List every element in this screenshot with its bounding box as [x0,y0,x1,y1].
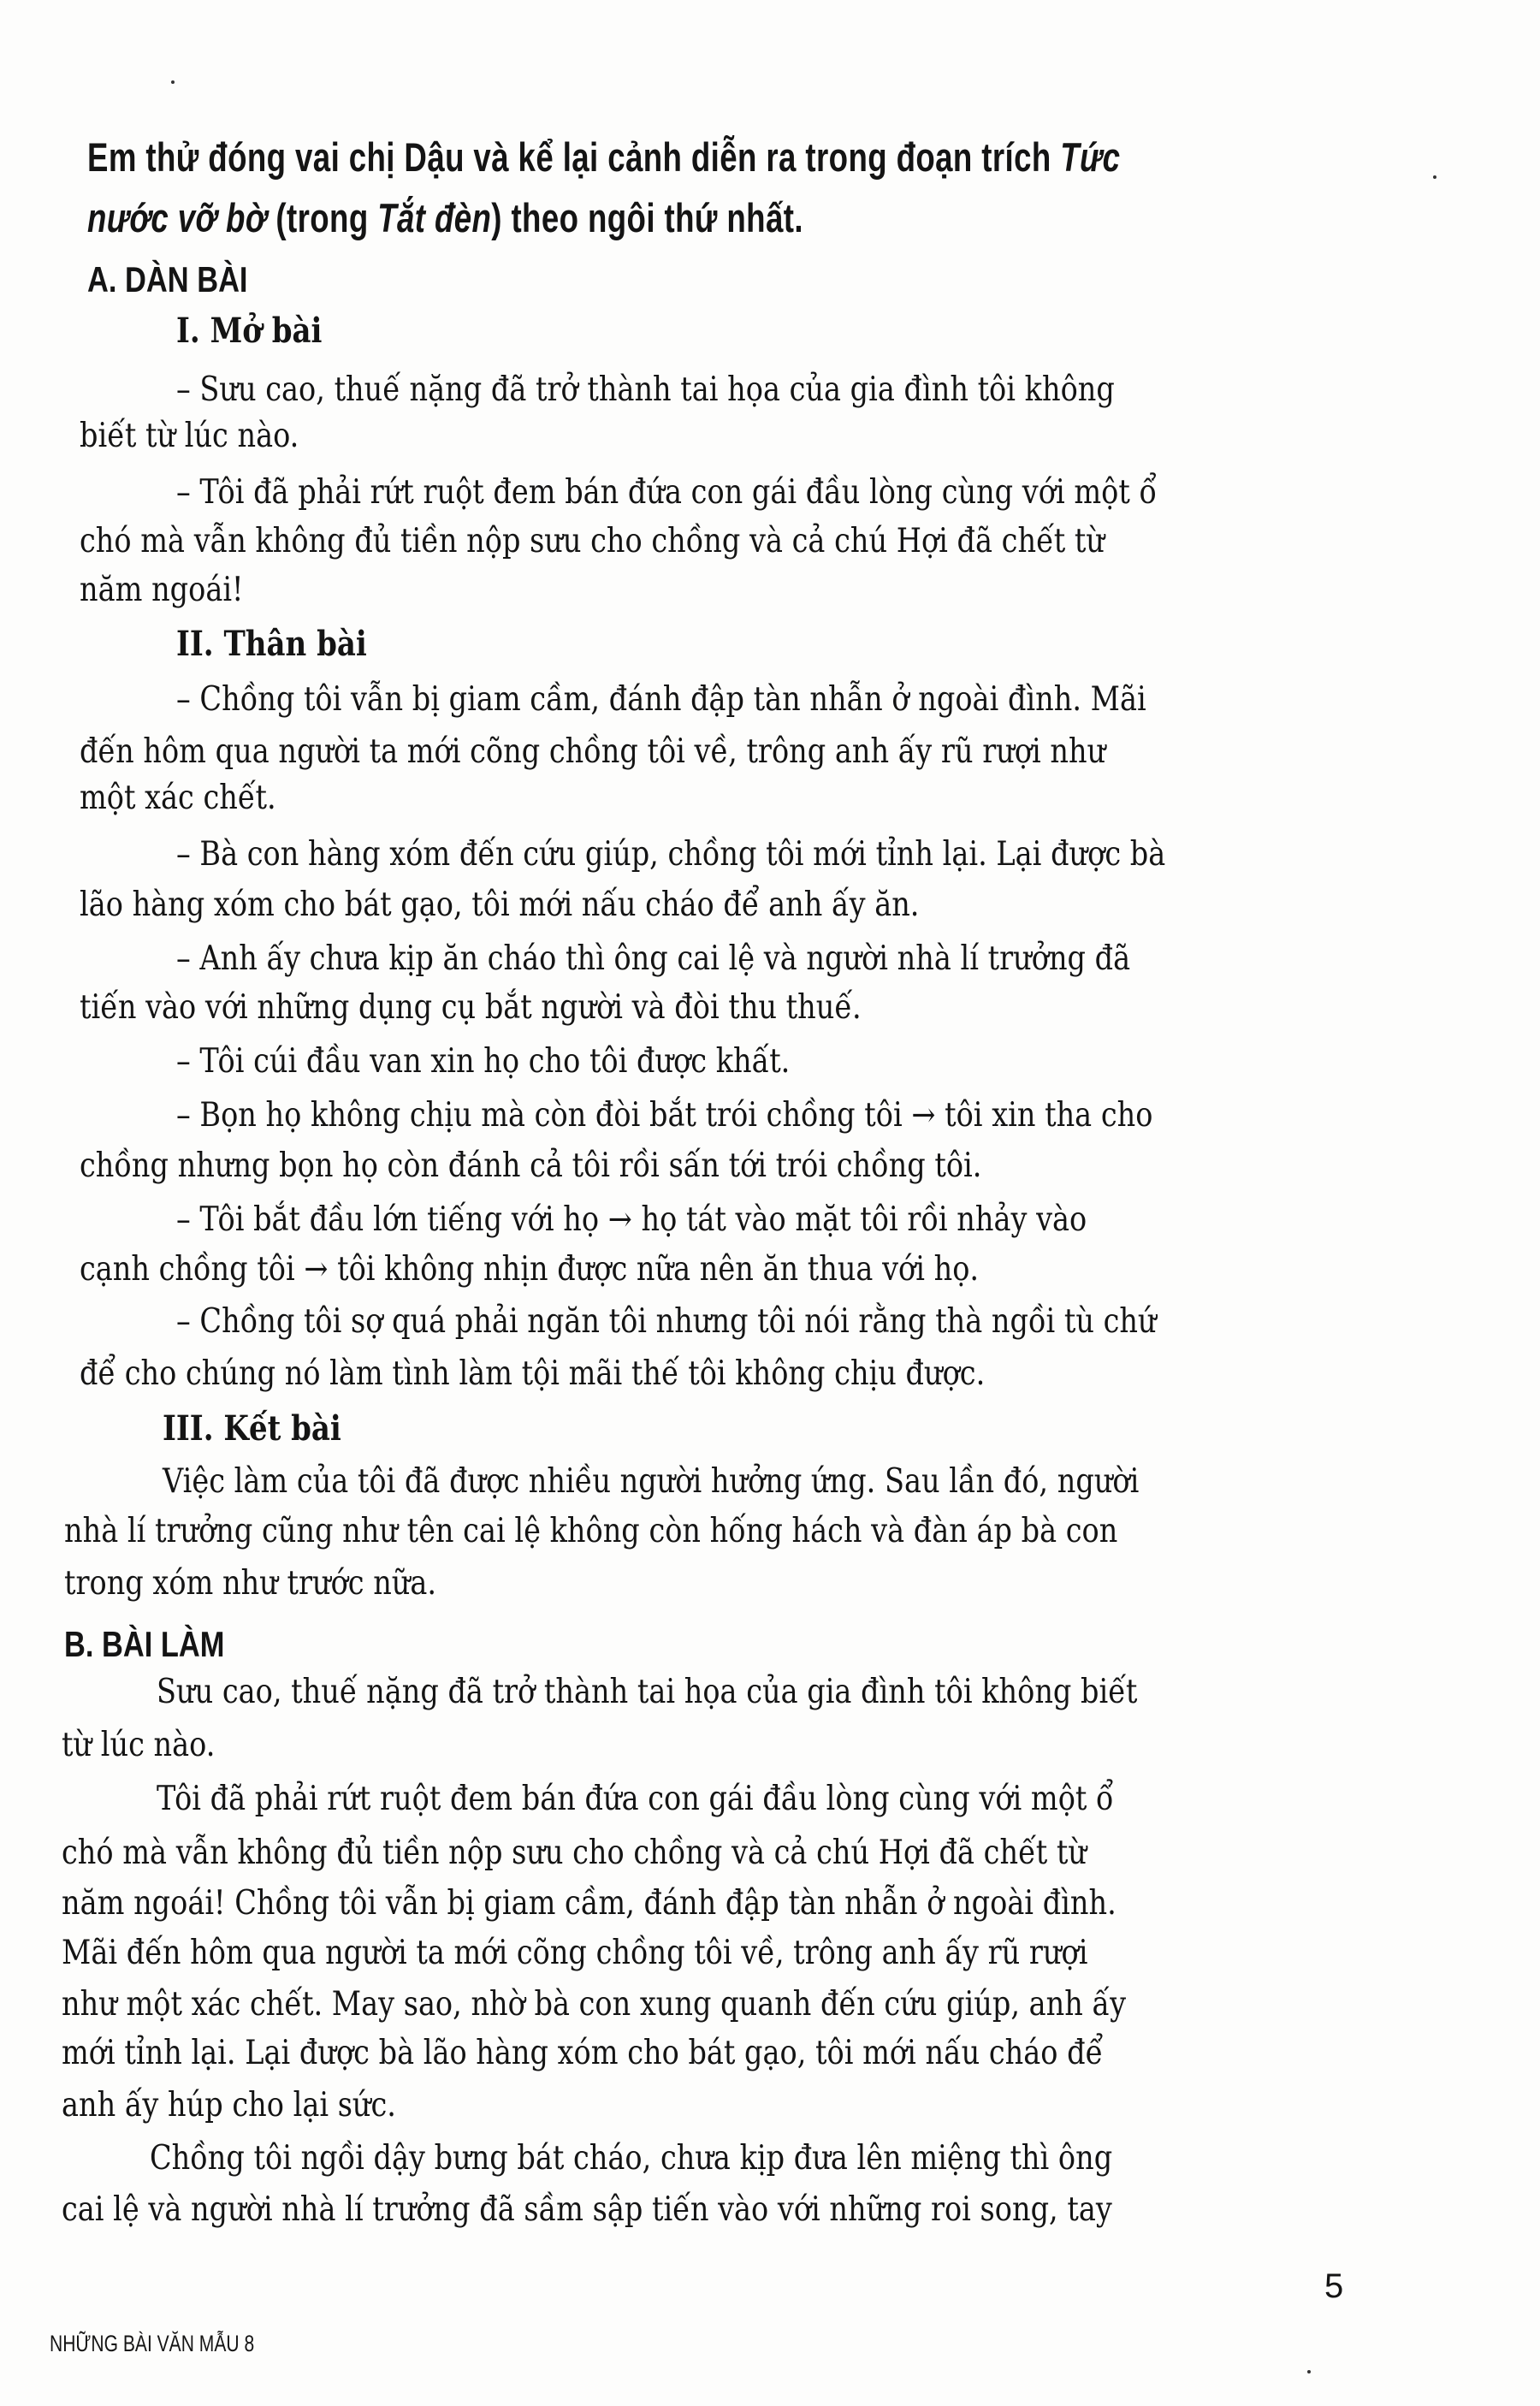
prompt-line-1 [87,134,1121,180]
text-line: để cho chúng nó làm tình làm tội mãi thế tôi không chịu được. [80,1354,986,1393]
subheading-conclusion: III. Kết bài [163,1408,341,1449]
prompt-italic-title: Tức [1060,134,1121,180]
page-number: 5 [1324,2267,1344,2305]
scan-speck [1433,175,1436,179]
prompt-italic-title: nước vỡ bờ [87,195,267,240]
text-line: – Tôi đã phải rứt ruột đem bán đứa con gái đầu lòng cùng với một ổ [176,473,1158,512]
text-line: chó mà vẫn không đủ tiền nộp sưu cho chồng và cả chú Hợi đã chết từ [62,1834,1087,1872]
section-heading-essay: B. BÀI LÀM [64,1624,225,1664]
prompt-italic-book: Tắt đèn [377,195,492,240]
section-heading-outline: A. DÀN BÀI [87,259,248,299]
text-line: nhà lí trưởng cũng như tên cai lệ không còn hống hách và đàn áp bà con [64,1512,1118,1550]
text-line: – Tôi bắt đầu lớn tiếng với họ → họ tát vào mặt tôi rồi nhảy vào [176,1200,1087,1239]
text-line: – Chồng tôi sợ quá phải ngăn tôi nhưng tôi nói rằng thà ngồi tù chứ [176,1302,1157,1341]
text-line: trong xóm như trước nữa. [64,1564,437,1603]
text-line: – Sưu cao, thuế nặng đã trở thành tai họa của gia đình tôi không [176,370,1115,409]
scan-speck [1307,2370,1311,2373]
text-line: cai lệ và người nhà lí trưởng đã sầm sập tiến vào với những roi song, tay [62,2190,1112,2229]
text-line: chó mà vẫn không đủ tiền nộp sưu cho chồng và cả chú Hợi đã chết từ [80,522,1105,560]
text-line: từ lúc nào. [62,1726,216,1764]
text-line: anh ấy húp cho lại sức. [62,2086,396,2125]
text-line: – Chồng tôi vẫn bị giam cầm, đánh đập tàn nhẫn ở ngoài đình. Mãi [176,680,1146,719]
text-line: năm ngoái! [80,571,244,609]
text-line: Chồng tôi ngồi dậy bưng bát cháo, chưa kịp đưa lên miệng thì ông [150,2139,1113,2178]
text-line: – Tôi cúi đầu van xin họ cho tôi được khất. [176,1042,791,1081]
text-line: lão hàng xóm cho bát gạo, tôi mới nấu cháo để anh ấy ăn. [80,886,920,924]
text-line: một xác chết. [80,779,276,817]
text-line: – Bọn họ không chịu mà còn đòi bắt trói chồng tôi → tôi xin tha cho [176,1096,1153,1135]
subheading-body: II. Thân bài [176,624,367,664]
text-line: đến hôm qua người ta mới cõng chồng tôi về, trông anh ấy rũ rượi như [80,732,1106,771]
text-line: cạnh chồng tôi → tôi không nhịn được nữa nên ăn thua với họ. [80,1250,980,1289]
text-line: như một xác chết. May sao, nhờ bà con xung quanh đến cứu giúp, anh ấy [62,1985,1127,2024]
subheading-introduction: I. Mở bài [176,311,323,351]
prompt-text: Em thử đóng vai chị Dậu và kể lại cảnh diễn ra trong đoạn trích [87,134,1061,180]
text-line: mới tỉnh lại. Lại được bà lão hàng xóm cho bát gạo, tôi mới nấu cháo để [62,2034,1104,2072]
text-line: Việc làm của tôi đã được nhiều người hưởng ứng. Sau lần đó, người [163,1462,1140,1501]
scan-speck [171,80,175,84]
text-line: năm ngoái! Chồng tôi vẫn bị giam cầm, đánh đập tàn nhẫn ở ngoài đình. [62,1884,1116,1923]
prompt-line-2 [87,195,803,240]
text-line: – Anh ấy chưa kịp ăn cháo thì ông cai lệ và người nhà lí trưởng đã [176,939,1131,978]
text-line: Sưu cao, thuế nặng đã trở thành tai họa của gia đình tôi không biết [157,1673,1138,1711]
text-line: biết từ lúc nào. [80,417,299,455]
text-line: Mãi đến hôm qua người ta mới cõng chồng tôi về, trông anh ấy rũ rượi [62,1934,1088,1972]
book-title-footer: NHỮNG BÀI VĂN MẪU 8 [50,2331,255,2356]
prompt-text: ) theo ngôi thứ nhất. [491,195,803,240]
prompt-text: (trong [266,195,378,240]
text-line: tiến vào với những dụng cụ bắt người và đòi thu thuế. [80,988,862,1027]
text-line: chồng nhưng bọn họ còn đánh cả tôi rồi sấn tới trói chồng tôi. [80,1147,982,1185]
text-line: Tôi đã phải rứt ruột đem bán đứa con gái đầu lòng cùng với một ổ [157,1780,1114,1818]
text-line: – Bà con hàng xóm đến cứu giúp, chồng tôi mới tỉnh lại. Lại được bà [176,835,1166,874]
